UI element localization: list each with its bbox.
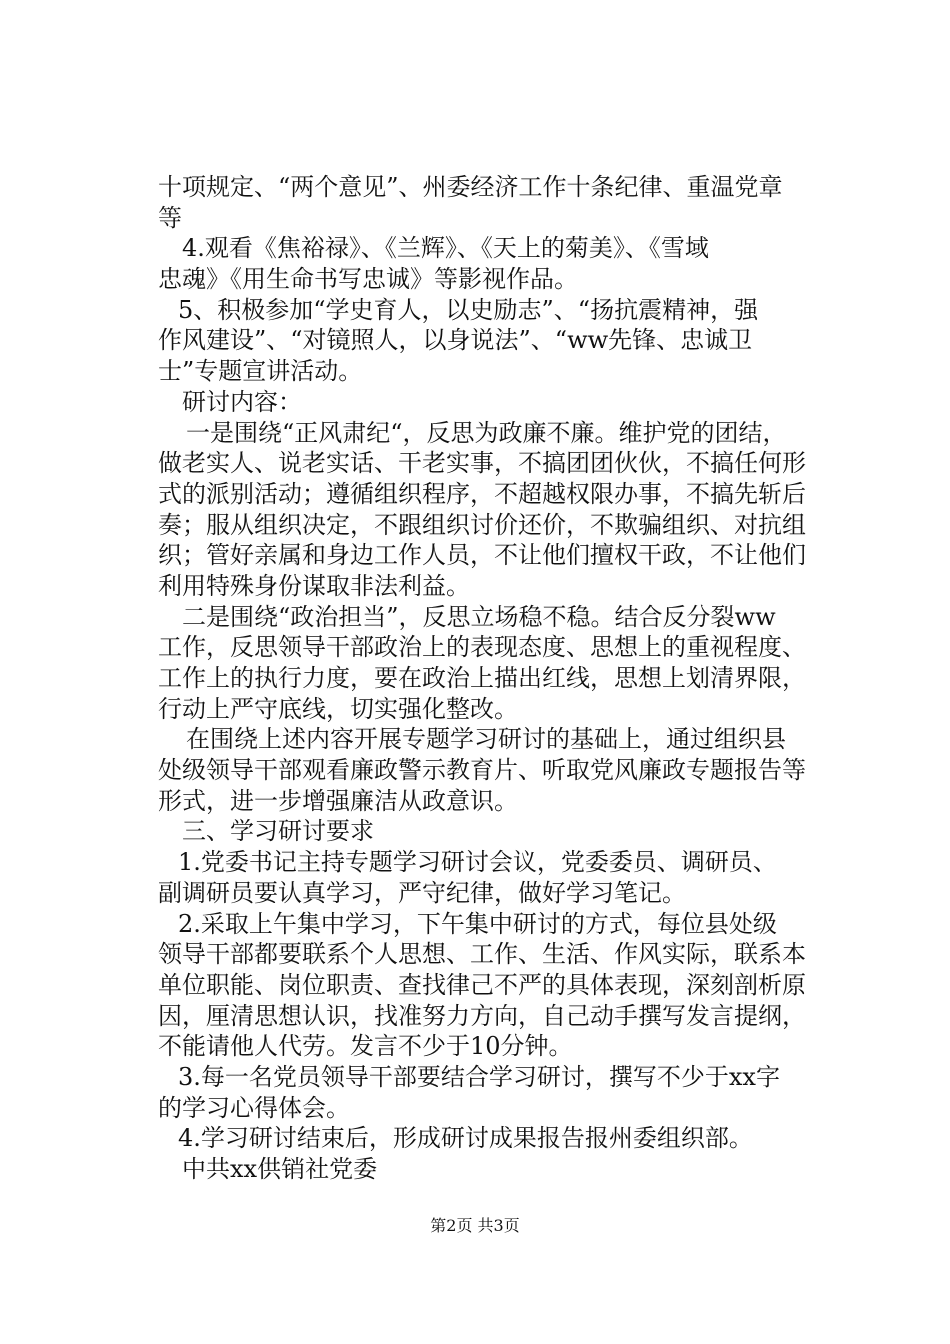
page-footer: 第2页 共3页 [430,1216,520,1235]
text-line: 领导干部都要联系个人思想、工作、生活、作风实际，联系本 [158,940,806,969]
text-line: 单位职能、岗位职责、查找律己不严的具体表现，深刻剖析原 [158,970,806,999]
text-line: 处级领导干部观看廉政警示教育片、听取党风廉政专题报告等 [158,756,806,785]
text-line: 式的派别活动；遵循组织程序，不超越权限办事，不搞先斩后 [158,479,806,508]
text-line: 在围绕上述内容开展专题学习研讨的基础上，通过组织县 [186,725,786,754]
text-line: 4.观看《焦裕禄》、《兰辉》、《天上的菊美》、《雪域 [182,234,709,263]
text-line: 士”专题宣讲活动。 [158,357,363,386]
text-line: 5、积极参加“学史育人，以史励志”、“扬抗震精神，强 [178,295,759,324]
text-line: 一是围绕“正风肃纪“，反思为政廉不廉。维护党的团结， [186,418,787,447]
text-line: 形式，进一步增强廉洁从政意识。 [158,786,518,815]
text-line: 做老实人、说老实话、干老实事，不搞团团伙伙，不搞任何形 [158,449,806,478]
document-body [158,172,878,1185]
text-line: 十项规定、“两个意见”、州委经济工作十条纪律、重温党章 [158,173,783,201]
text-line: 的学习心得体会。 [158,1093,350,1122]
text-line: 中共xx供销社党委 [182,1155,378,1183]
text-line: 副调研员要认真学习，严守纪律，做好学习笔记。 [158,878,686,907]
text-line: 2.采取上午集中学习，下午集中研讨的方式，每位县处级 [178,909,777,938]
text-line: 忠魂》《用生命书写忠诚》等影视作品。 [158,265,578,294]
text-line: 3.每一名党员领导干部要结合学习研讨，撰写不少于xx字 [178,1062,780,1091]
text-line: 行动上严守底线，切实强化整改。 [158,694,518,723]
text-line: 工作上的执行力度，要在政治上描出红线，思想上划清界限， [158,664,806,692]
text-line: 因，厘清思想认识，找准努力方向，自己动手撰写发言提纲， [158,1001,806,1030]
text-line: 等 [158,203,182,232]
text-line: 织；管好亲属和身边工作人员，不让他们擅权干政，不让他们 [158,541,806,570]
text-line: 4.学习研讨结束后，形成研讨成果报告报州委组织部。 [178,1124,753,1153]
text-line: 三、学习研讨要求 [182,817,374,846]
text-line: 工作，反思领导干部政治上的表现态度、思想上的重视程度、 [158,633,806,662]
text-line: 1.党委书记主持专题学习研讨会议，党委委员、调研员、 [178,848,777,877]
text-line: 研讨内容： [182,387,302,416]
text-line: 奏；服从组织决定，不跟组织讨价还价，不欺骗组织、对抗组 [158,510,806,539]
text-line: 不能请他人代劳。发言不少于10分钟。 [158,1032,573,1061]
text-line: 利用特殊身份谋取非法利益。 [158,571,470,600]
text-line: 二是围绕“政治担当”，反思立场稳不稳。结合反分裂ww [182,602,776,631]
text-line: 作风建设”、“对镜照人，以身说法”、“ww先锋、忠诚卫 [158,326,753,355]
